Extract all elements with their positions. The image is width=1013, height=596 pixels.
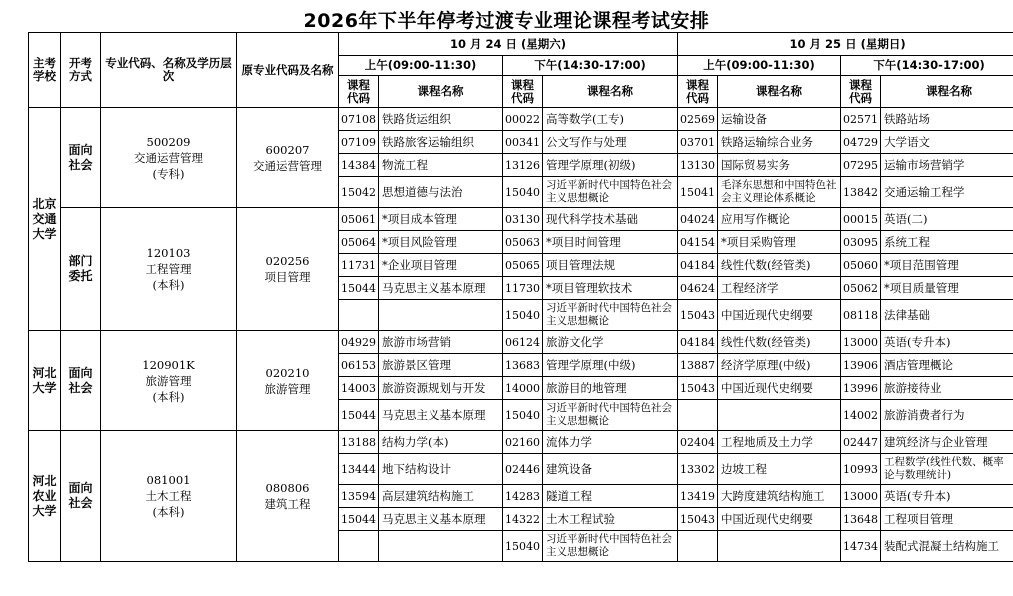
header-day1-am: 上午(09:00-11:30) (339, 56, 503, 76)
course-name-d1am: 铁路旅客运输组织 (379, 131, 503, 154)
course-name-d2pm: 大学语文 (881, 131, 1013, 154)
course-name-d2am: 国际贸易实务 (718, 154, 841, 177)
course-name-d1am (379, 300, 503, 331)
course-code-d1am: 15044 (339, 400, 379, 431)
course-name-d1pm: 高等数学(工专) (543, 108, 678, 131)
major-cell (101, 431, 237, 562)
course-name-d1am: 马克思主义基本原理 (379, 508, 503, 531)
course-code-d2pm: 14734 (841, 531, 881, 562)
course-code-d1pm: 00341 (503, 131, 543, 154)
header-orig-major: 原专业代码及名称 (237, 33, 339, 108)
course-code-d2am: 13887 (678, 354, 718, 377)
course-name-d1pm: 习近平新时代中国特色社会主义思想概论 (543, 177, 678, 208)
course-code-d2pm: 05060 (841, 254, 881, 277)
course-name-d2am: 线性代数(经管类) (718, 331, 841, 354)
course-code-d1am: 07109 (339, 131, 379, 154)
header-mode: 开考方式 (61, 33, 101, 108)
major-cell (101, 331, 237, 431)
header-day1: 10 月 24 日 (星期六) (339, 33, 678, 56)
course-name-d1pm: 旅游目的地管理 (543, 377, 678, 400)
header-major: 专业代码、名称及学历层次 (101, 33, 237, 108)
course-code-d2am: 04024 (678, 208, 718, 231)
course-code-d1pm: 11730 (503, 277, 543, 300)
major-name: 土木工程 (145, 489, 192, 503)
course-code-d2pm: 00015 (841, 208, 881, 231)
course-code-d1am: 14384 (339, 154, 379, 177)
orig-major-cell (237, 208, 339, 331)
course-name-d2pm: *项目质量管理 (881, 277, 1013, 300)
course-code-d1pm: 14000 (503, 377, 543, 400)
course-name-d2pm: 装配式混凝土结构施工 (881, 531, 1013, 562)
course-code-d1am: 13188 (339, 431, 379, 454)
mode-cell: 面向社会 (61, 331, 101, 431)
school-cell: 北京交通大学 (29, 108, 61, 331)
mode-cell: 部门委托 (61, 208, 101, 331)
course-name-d1pm: 习近平新时代中国特色社会主义思想概论 (543, 400, 678, 431)
major-code: 120901K (142, 357, 195, 372)
course-code-d1pm: 02446 (503, 454, 543, 485)
header-course-code: 课程代码 (503, 76, 543, 108)
header-day1-pm: 下午(14:30-17:00) (503, 56, 678, 76)
course-name-d1am: 马克思主义基本原理 (379, 277, 503, 300)
course-code-d2am: 02569 (678, 108, 718, 131)
course-code-d1am: 15044 (339, 508, 379, 531)
header-course-code: 课程代码 (841, 76, 881, 108)
course-code-d2am: 15043 (678, 377, 718, 400)
course-name-d2am: 线性代数(经管类) (718, 254, 841, 277)
course-code-d2am: 03701 (678, 131, 718, 154)
course-code-d1pm: 15040 (503, 177, 543, 208)
course-code-d2am (678, 400, 718, 431)
major-cell (101, 208, 237, 331)
orig-major-code: 080806 (265, 481, 310, 495)
school-cell: 河北农业大学 (29, 431, 61, 562)
course-code-d2am: 04184 (678, 331, 718, 354)
course-name-d2pm: *项目范围管理 (881, 254, 1013, 277)
course-name-d2am: 运输设备 (718, 108, 841, 131)
course-code-d1am: 05064 (339, 231, 379, 254)
course-name-d1pm: 习近平新时代中国特色社会主义思想概论 (543, 300, 678, 331)
header-course-name: 课程名称 (881, 76, 1013, 108)
course-name-d2pm: 系统工程 (881, 231, 1013, 254)
course-name-d1am: 旅游市场营销 (379, 331, 503, 354)
header-course-code: 课程代码 (678, 76, 718, 108)
course-code-d2am: 13419 (678, 485, 718, 508)
orig-major-cell (237, 108, 339, 208)
course-code-d1pm: 14283 (503, 485, 543, 508)
course-code-d1am: 14003 (339, 377, 379, 400)
header-course-name: 课程名称 (718, 76, 841, 108)
course-name-d2pm: 建筑经济与企业管理 (881, 431, 1013, 454)
course-name-d1pm: 建筑设备 (543, 454, 678, 485)
course-name-d1pm: 公文写作与处理 (543, 131, 678, 154)
course-name-d2am: 工程地质及土力学 (718, 431, 841, 454)
course-code-d1pm: 15040 (503, 531, 543, 562)
course-name-d1pm: 现代科学技术基础 (543, 208, 678, 231)
course-code-d1am: 13594 (339, 485, 379, 508)
course-code-d1am: 04929 (339, 331, 379, 354)
course-code-d1am (339, 300, 379, 331)
course-name-d1pm: 隧道工程 (543, 485, 678, 508)
course-name-d1am: 思想道德与法治 (379, 177, 503, 208)
header-course-name: 课程名称 (543, 76, 678, 108)
table-row (29, 331, 1013, 354)
course-code-d1pm: 00022 (503, 108, 543, 131)
course-code-d2am: 15043 (678, 508, 718, 531)
header-school: 主考学校 (29, 33, 61, 108)
course-name-d2pm: 铁路站场 (881, 108, 1013, 131)
course-name-d1am: 地下结构设计 (379, 454, 503, 485)
course-code-d1pm: 15040 (503, 400, 543, 431)
course-name-d1pm: 管理学原理(初级) (543, 154, 678, 177)
table-row (29, 108, 1013, 131)
course-name-d1pm: 流体力学 (543, 431, 678, 454)
mode-cell: 面向社会 (61, 431, 101, 562)
course-code-d2am: 02404 (678, 431, 718, 454)
course-code-d1pm: 03130 (503, 208, 543, 231)
major-level: (本科) (152, 505, 185, 519)
course-code-d2pm: 04729 (841, 131, 881, 154)
course-name-d1am: 旅游景区管理 (379, 354, 503, 377)
table-row (29, 431, 1013, 454)
course-name-d1pm: *项目管理软技术 (543, 277, 678, 300)
course-code-d2am: 15041 (678, 177, 718, 208)
course-name-d2am: 毛泽东思想和中国特色社会主义理论体系概论 (718, 177, 841, 208)
course-code-d1am: 15044 (339, 277, 379, 300)
header-course-name: 课程名称 (379, 76, 503, 108)
header-day2-am: 上午(09:00-11:30) (678, 56, 841, 76)
orig-major-cell (237, 431, 339, 562)
table-row (29, 208, 1013, 231)
course-code-d2pm: 08118 (841, 300, 881, 331)
major-level: (本科) (152, 389, 185, 404)
course-code-d2pm: 10993 (841, 454, 881, 485)
course-name-d2pm: 运输市场营销学 (881, 154, 1013, 177)
course-name-d2am: 边坡工程 (718, 454, 841, 485)
header-day2-pm: 下午(14:30-17:00) (841, 56, 1013, 76)
course-name-d2am: *项目采购管理 (718, 231, 841, 254)
course-name-d2pm: 英语(专升本) (881, 485, 1013, 508)
course-code-d2am: 04624 (678, 277, 718, 300)
course-code-d2pm: 13906 (841, 354, 881, 377)
course-name-d2am: 中国近现代史纲要 (718, 377, 841, 400)
course-name-d1am: 旅游资源规划与开发 (379, 377, 503, 400)
course-code-d1am: 05061 (339, 208, 379, 231)
orig-major-cell (237, 331, 339, 431)
course-code-d2am (678, 531, 718, 562)
major-code: 500209 (146, 134, 191, 149)
mode-cell: 面向社会 (61, 108, 101, 208)
course-name-d2pm: 旅游消费者行为 (881, 400, 1013, 431)
course-name-d1pm: 管理学原理(中级) (543, 354, 678, 377)
course-code-d2pm: 05062 (841, 277, 881, 300)
course-name-d2pm: 旅游接待业 (881, 377, 1013, 400)
schedule-body (29, 108, 1013, 562)
course-name-d2am (718, 400, 841, 431)
course-code-d2am: 13302 (678, 454, 718, 485)
course-name-d2pm: 交通运输工程学 (881, 177, 1013, 208)
course-name-d2pm: 法律基础 (881, 300, 1013, 331)
course-code-d1pm: 05065 (503, 254, 543, 277)
course-code-d1pm: 13126 (503, 154, 543, 177)
course-code-d2pm: 13000 (841, 331, 881, 354)
course-name-d2am: 铁路运输综合业务 (718, 131, 841, 154)
course-code-d1pm: 06124 (503, 331, 543, 354)
course-name-d1am: *项目风险管理 (379, 231, 503, 254)
page-title: 2026年下半年停考过渡专业理论课程考试安排 (303, 10, 710, 32)
course-code-d2pm: 13000 (841, 485, 881, 508)
course-name-d1pm: *项目时间管理 (543, 231, 678, 254)
course-code-d2pm: 14002 (841, 400, 881, 431)
orig-major-code: 020256 (265, 254, 310, 268)
orig-major-name: 建筑工程 (264, 497, 311, 511)
course-name-d2am: 工程经济学 (718, 277, 841, 300)
course-name-d2pm: 工程项目管理 (881, 508, 1013, 531)
header-day2: 10 月 25 日 (星期日) (678, 33, 1013, 56)
course-name-d2pm: 英语(二) (881, 208, 1013, 231)
orig-major-name: 交通运营管理 (253, 158, 322, 173)
course-code-d2pm: 13842 (841, 177, 881, 208)
course-name-d1am: 物流工程 (379, 154, 503, 177)
major-level: (本科) (152, 278, 185, 292)
orig-major-name: 旅游管理 (264, 381, 311, 396)
course-code-d2am: 04154 (678, 231, 718, 254)
course-code-d1pm: 13683 (503, 354, 543, 377)
exam-schedule-table (28, 32, 1013, 562)
major-name: 工程管理 (145, 262, 192, 276)
course-code-d1am (339, 531, 379, 562)
course-code-d1am: 11731 (339, 254, 379, 277)
course-code-d2am: 15043 (678, 300, 718, 331)
major-code: 120103 (146, 246, 191, 260)
course-code-d1am: 15042 (339, 177, 379, 208)
course-name-d1am (379, 531, 503, 562)
course-name-d1am: 高层建筑结构施工 (379, 485, 503, 508)
header-course-code: 课程代码 (339, 76, 379, 108)
major-name: 交通运营管理 (134, 150, 203, 165)
course-name-d2am (718, 531, 841, 562)
course-code-d1am: 07108 (339, 108, 379, 131)
course-code-d2pm: 02571 (841, 108, 881, 131)
course-code-d2pm: 07295 (841, 154, 881, 177)
course-code-d2pm: 13996 (841, 377, 881, 400)
course-name-d2am: 应用写作概论 (718, 208, 841, 231)
course-name-d2pm: 酒店管理概论 (881, 354, 1013, 377)
major-name: 旅游管理 (145, 373, 192, 388)
course-name-d2pm: 工程数学(线性代数、概率论与数理统计) (881, 454, 1013, 485)
orig-major-code: 020210 (265, 365, 310, 380)
course-name-d2am: 大跨度建筑结构施工 (718, 485, 841, 508)
course-code-d1pm: 02160 (503, 431, 543, 454)
course-code-d1am: 06153 (339, 354, 379, 377)
major-cell (101, 108, 237, 208)
course-name-d1am: 铁路货运组织 (379, 108, 503, 131)
orig-major-name: 项目管理 (264, 270, 311, 284)
orig-major-code: 600207 (265, 142, 310, 157)
course-name-d1am: 结构力学(本) (379, 431, 503, 454)
course-name-d1pm: 土木工程试验 (543, 508, 678, 531)
course-name-d1pm: 习近平新时代中国特色社会主义思想概论 (543, 531, 678, 562)
course-name-d2pm: 英语(专升本) (881, 331, 1013, 354)
course-name-d2am: 中国近现代史纲要 (718, 508, 841, 531)
course-name-d1pm: 项目管理法规 (543, 254, 678, 277)
major-level: (专科) (152, 166, 185, 181)
course-name-d1am: 马克思主义基本原理 (379, 400, 503, 431)
course-name-d2am: 经济学原理(中级) (718, 354, 841, 377)
course-name-d1am: *企业项目管理 (379, 254, 503, 277)
course-name-d2am: 中国近现代史纲要 (718, 300, 841, 331)
major-code: 081001 (146, 473, 191, 487)
course-code-d1pm: 14322 (503, 508, 543, 531)
course-code-d1pm: 15040 (503, 300, 543, 331)
course-name-d1pm: 旅游文化学 (543, 331, 678, 354)
course-code-d2am: 04184 (678, 254, 718, 277)
course-code-d2pm: 03095 (841, 231, 881, 254)
course-code-d1pm: 05063 (503, 231, 543, 254)
school-cell: 河北大学 (29, 331, 61, 431)
course-code-d1am: 13444 (339, 454, 379, 485)
course-code-d2pm: 13648 (841, 508, 881, 531)
course-code-d2pm: 02447 (841, 431, 881, 454)
course-name-d1am: *项目成本管理 (379, 208, 503, 231)
course-code-d2am: 13130 (678, 154, 718, 177)
